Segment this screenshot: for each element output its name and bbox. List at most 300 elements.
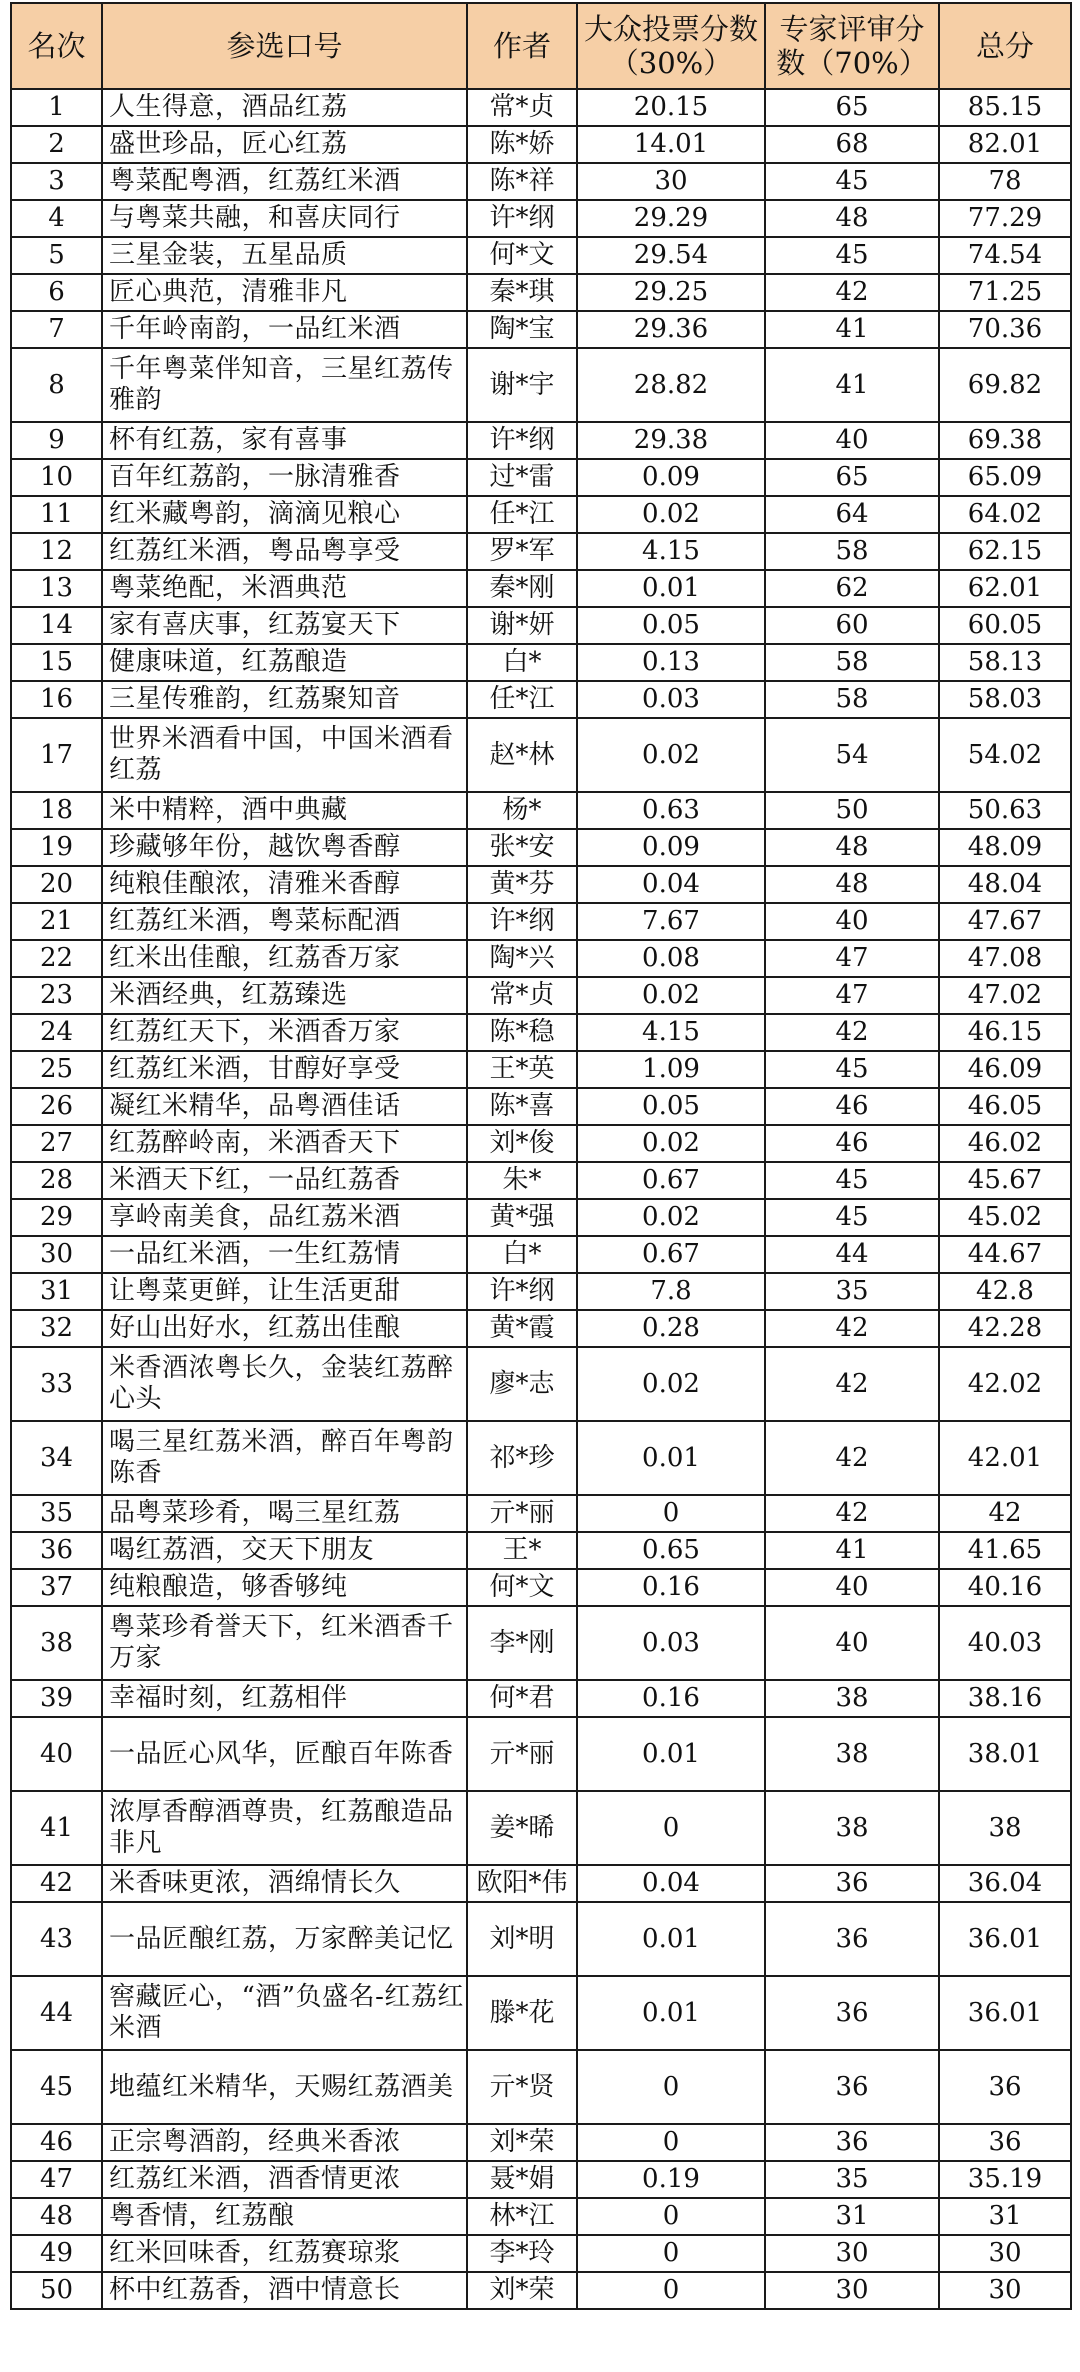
table-row (11, 1162, 1071, 1199)
author-cell: 滕*花 (467, 1976, 577, 2050)
slogan-cell: 米酒经典，红荔臻选 (102, 977, 467, 1014)
slogan-cell: 匠心典范，清雅非凡 (102, 274, 467, 311)
table-row (11, 533, 1071, 570)
total-cell: 47.02 (939, 977, 1071, 1014)
table-row (11, 422, 1071, 459)
total-cell: 45.02 (939, 1199, 1071, 1236)
rank-cell: 28 (11, 1162, 102, 1199)
expert-score-cell: 54 (765, 718, 939, 792)
rank-cell: 30 (11, 1236, 102, 1273)
expert-score-cell: 65 (765, 459, 939, 496)
slogan-cell: 杯有红荔，家有喜事 (102, 422, 467, 459)
expert-score-cell: 41 (765, 311, 939, 348)
expert-score-cell: 45 (765, 1199, 939, 1236)
slogan-cell: 幸福时刻，红荔相伴 (102, 1680, 467, 1717)
rank-cell: 14 (11, 607, 102, 644)
total-cell: 36.04 (939, 1865, 1071, 1902)
table-row (11, 1976, 1071, 2050)
slogan-cell: 米酒天下红，一品红荔香 (102, 1162, 467, 1199)
total-cell: 77.29 (939, 200, 1071, 237)
slogan-cell: 千年粤菜伴知音，三星红荔传雅韵 (102, 348, 467, 422)
slogan-cell: 一品匠酿红荔，万家醉美记忆 (102, 1902, 467, 1976)
expert-score-cell: 41 (765, 1532, 939, 1569)
expert-score-cell: 40 (765, 1606, 939, 1680)
public-vote-cell: 29.36 (577, 311, 765, 348)
slogan-cell: 浓厚香醇酒尊贵，红荔酿造品非凡 (102, 1791, 467, 1865)
rank-cell: 24 (11, 1014, 102, 1051)
expert-score-cell: 41 (765, 348, 939, 422)
table-row (11, 1421, 1071, 1495)
author-cell: 何*君 (467, 1680, 577, 1717)
public-vote-cell: 0.16 (577, 1680, 765, 1717)
expert-score-cell: 30 (765, 2235, 939, 2272)
public-vote-cell: 0 (577, 2050, 765, 2124)
expert-score-cell: 58 (765, 644, 939, 681)
expert-score-cell: 64 (765, 496, 939, 533)
slogan-cell: 红荔醉岭南，米酒香天下 (102, 1125, 467, 1162)
rank-cell: 34 (11, 1421, 102, 1495)
table-row (11, 2050, 1071, 2124)
author-cell: 白* (467, 644, 577, 681)
expert-score-cell: 35 (765, 2161, 939, 2198)
public-vote-cell: 30 (577, 163, 765, 200)
header-expert-score: 专家评审分数（70%） (765, 3, 939, 89)
rank-cell: 27 (11, 1125, 102, 1162)
total-cell: 64.02 (939, 496, 1071, 533)
total-cell: 50.63 (939, 792, 1071, 829)
total-cell: 85.15 (939, 89, 1071, 126)
author-cell: 林*江 (467, 2198, 577, 2235)
rank-cell: 12 (11, 533, 102, 570)
author-cell: 王*英 (467, 1051, 577, 1088)
total-cell: 48.09 (939, 829, 1071, 866)
slogan-cell: 杯中红荔香，酒中情意长 (102, 2272, 467, 2309)
slogan-cell: 红米回味香，红荔赛琼浆 (102, 2235, 467, 2272)
author-cell: 白* (467, 1236, 577, 1273)
expert-score-cell: 36 (765, 1865, 939, 1902)
expert-score-cell: 44 (765, 1236, 939, 1273)
table-row (11, 348, 1071, 422)
author-cell: 廖*志 (467, 1347, 577, 1421)
slogan-cell: 红米出佳酿，红荔香万家 (102, 940, 467, 977)
rank-cell: 45 (11, 2050, 102, 2124)
table-row (11, 459, 1071, 496)
slogan-cell: 世界米酒看中国，中国米酒看红荔 (102, 718, 467, 792)
public-vote-cell: 0.02 (577, 1125, 765, 1162)
total-cell: 36 (939, 2124, 1071, 2161)
slogan-cell: 品粤菜珍肴，喝三星红荔 (102, 1495, 467, 1532)
table-row (11, 940, 1071, 977)
table-row (11, 1347, 1071, 1421)
expert-score-cell: 68 (765, 126, 939, 163)
expert-score-cell: 46 (765, 1125, 939, 1162)
total-cell: 82.01 (939, 126, 1071, 163)
table-row (11, 200, 1071, 237)
expert-score-cell: 48 (765, 829, 939, 866)
rank-cell: 48 (11, 2198, 102, 2235)
total-cell: 78 (939, 163, 1071, 200)
author-cell: 任*江 (467, 496, 577, 533)
slogan-cell: 千年岭南韵，一品红米酒 (102, 311, 467, 348)
slogan-cell: 百年红荔韵，一脉清雅香 (102, 459, 467, 496)
expert-score-cell: 42 (765, 1014, 939, 1051)
expert-score-cell: 62 (765, 570, 939, 607)
expert-score-cell: 46 (765, 1088, 939, 1125)
public-vote-cell: 0.09 (577, 829, 765, 866)
public-vote-cell: 7.8 (577, 1273, 765, 1310)
total-cell: 44.67 (939, 1236, 1071, 1273)
public-vote-cell: 4.15 (577, 533, 765, 570)
table-row (11, 1495, 1071, 1532)
table-row (11, 903, 1071, 940)
slogan-cell: 粤香情，红荔酿 (102, 2198, 467, 2235)
public-vote-cell: 14.01 (577, 126, 765, 163)
total-cell: 42.01 (939, 1421, 1071, 1495)
author-cell: 刘*俊 (467, 1125, 577, 1162)
expert-score-cell: 48 (765, 866, 939, 903)
rank-cell: 42 (11, 1865, 102, 1902)
slogan-cell: 窖藏匠心，“酒”负盛名-红荔红米酒 (102, 1976, 467, 2050)
total-cell: 42 (939, 1495, 1071, 1532)
rank-cell: 39 (11, 1680, 102, 1717)
public-vote-cell: 0.01 (577, 1421, 765, 1495)
header-total: 总分 (939, 3, 1071, 89)
total-cell: 62.01 (939, 570, 1071, 607)
expert-score-cell: 42 (765, 274, 939, 311)
rank-cell: 3 (11, 163, 102, 200)
total-cell: 30 (939, 2272, 1071, 2309)
slogan-cell: 一品匠心风华，匠酿百年陈香 (102, 1717, 467, 1791)
table-row (11, 2272, 1071, 2309)
table-row (11, 1236, 1071, 1273)
total-cell: 36 (939, 2050, 1071, 2124)
total-cell: 42.02 (939, 1347, 1071, 1421)
total-cell: 40.03 (939, 1606, 1071, 1680)
total-cell: 36.01 (939, 1976, 1071, 2050)
rank-cell: 20 (11, 866, 102, 903)
slogan-cell: 盛世珍品，匠心红荔 (102, 126, 467, 163)
public-vote-cell: 7.67 (577, 903, 765, 940)
public-vote-cell: 28.82 (577, 348, 765, 422)
rank-cell: 5 (11, 237, 102, 274)
total-cell: 46.02 (939, 1125, 1071, 1162)
slogan-cell: 米香酒浓粤长久，金装红荔醉心头 (102, 1347, 467, 1421)
author-cell: 朱* (467, 1162, 577, 1199)
header-slogan: 参选口号 (102, 3, 467, 89)
author-cell: 许*纲 (467, 903, 577, 940)
author-cell: 秦*刚 (467, 570, 577, 607)
public-vote-cell: 0.67 (577, 1162, 765, 1199)
expert-score-cell: 47 (765, 977, 939, 1014)
rank-cell: 1 (11, 89, 102, 126)
public-vote-cell: 20.15 (577, 89, 765, 126)
expert-score-cell: 48 (765, 200, 939, 237)
total-cell: 70.36 (939, 311, 1071, 348)
table-row (11, 496, 1071, 533)
public-vote-cell: 0 (577, 1495, 765, 1532)
total-cell: 45.67 (939, 1162, 1071, 1199)
slogan-cell: 珍藏够年份，越饮粤香醇 (102, 829, 467, 866)
author-cell: 杨* (467, 792, 577, 829)
public-vote-cell: 0.01 (577, 1902, 765, 1976)
public-vote-cell: 0.28 (577, 1310, 765, 1347)
public-vote-cell: 0.19 (577, 2161, 765, 2198)
slogan-cell: 红荔红米酒，酒香情更浓 (102, 2161, 467, 2198)
table-row (11, 1310, 1071, 1347)
public-vote-cell: 0.02 (577, 496, 765, 533)
ranking-sheet (10, 2, 1072, 2310)
expert-score-cell: 40 (765, 903, 939, 940)
table-row (11, 607, 1071, 644)
author-cell: 许*纲 (467, 1273, 577, 1310)
rank-cell: 38 (11, 1606, 102, 1680)
table-row (11, 977, 1071, 1014)
slogan-cell: 与粤菜共融，和喜庆同行 (102, 200, 467, 237)
table-row (11, 644, 1071, 681)
table-row (11, 1680, 1071, 1717)
expert-score-cell: 42 (765, 1347, 939, 1421)
author-cell: 陈*娇 (467, 126, 577, 163)
table-row (11, 866, 1071, 903)
table-row (11, 1532, 1071, 1569)
author-cell: 陈*喜 (467, 1088, 577, 1125)
ranking-table (10, 2, 1072, 2310)
table-row (11, 311, 1071, 348)
total-cell: 69.82 (939, 348, 1071, 422)
total-cell: 46.15 (939, 1014, 1071, 1051)
expert-score-cell: 36 (765, 1976, 939, 2050)
rank-cell: 18 (11, 792, 102, 829)
total-cell: 71.25 (939, 274, 1071, 311)
public-vote-cell: 0.01 (577, 1717, 765, 1791)
public-vote-cell: 0.65 (577, 1532, 765, 1569)
table-row (11, 829, 1071, 866)
total-cell: 62.15 (939, 533, 1071, 570)
total-cell: 42.8 (939, 1273, 1071, 1310)
table-row (11, 570, 1071, 607)
table-row (11, 1199, 1071, 1236)
table-row (11, 1717, 1071, 1791)
expert-score-cell: 45 (765, 163, 939, 200)
author-cell: 刘*荣 (467, 2272, 577, 2309)
author-cell: 王* (467, 1532, 577, 1569)
expert-score-cell: 65 (765, 89, 939, 126)
author-cell: 常*贞 (467, 89, 577, 126)
total-cell: 42.28 (939, 1310, 1071, 1347)
author-cell: 姜*晞 (467, 1791, 577, 1865)
public-vote-cell: 0.08 (577, 940, 765, 977)
slogan-cell: 地蕴红米精华，天赐红荔酒美 (102, 2050, 467, 2124)
author-cell: 黄*霞 (467, 1310, 577, 1347)
table-row (11, 2198, 1071, 2235)
total-cell: 47.67 (939, 903, 1071, 940)
total-cell: 36.01 (939, 1902, 1071, 1976)
public-vote-cell: 29.54 (577, 237, 765, 274)
public-vote-cell: 0 (577, 2198, 765, 2235)
total-cell: 69.38 (939, 422, 1071, 459)
total-cell: 46.09 (939, 1051, 1071, 1088)
expert-score-cell: 45 (765, 237, 939, 274)
rank-cell: 37 (11, 1569, 102, 1606)
rank-cell: 16 (11, 681, 102, 718)
author-cell: 罗*军 (467, 533, 577, 570)
expert-score-cell: 45 (765, 1162, 939, 1199)
public-vote-cell: 0.03 (577, 681, 765, 718)
slogan-cell: 米中精粹，酒中典藏 (102, 792, 467, 829)
total-cell: 30 (939, 2235, 1071, 2272)
author-cell: 秦*琪 (467, 274, 577, 311)
total-cell: 40.16 (939, 1569, 1071, 1606)
slogan-cell: 一品红米酒，一生红荔情 (102, 1236, 467, 1273)
slogan-cell: 正宗粤酒韵，经典米香浓 (102, 2124, 467, 2161)
author-cell: 任*江 (467, 681, 577, 718)
total-cell: 47.08 (939, 940, 1071, 977)
author-cell: 谢*妍 (467, 607, 577, 644)
rank-cell: 7 (11, 311, 102, 348)
rank-cell: 36 (11, 1532, 102, 1569)
table-row (11, 1125, 1071, 1162)
slogan-cell: 红荔红米酒，甘醇好享受 (102, 1051, 467, 1088)
total-cell: 38 (939, 1791, 1071, 1865)
rank-cell: 13 (11, 570, 102, 607)
rank-cell: 15 (11, 644, 102, 681)
rank-cell: 50 (11, 2272, 102, 2309)
slogan-cell: 纯粮佳酿浓，清雅米香醇 (102, 866, 467, 903)
author-cell: 陈*祥 (467, 163, 577, 200)
public-vote-cell: 1.09 (577, 1051, 765, 1088)
table-row (11, 1902, 1071, 1976)
table-row (11, 1865, 1071, 1902)
rank-cell: 11 (11, 496, 102, 533)
public-vote-cell: 0 (577, 2272, 765, 2309)
total-cell: 58.03 (939, 681, 1071, 718)
table-row (11, 274, 1071, 311)
public-vote-cell: 0.02 (577, 977, 765, 1014)
slogan-cell: 红米藏粤韵，滴滴见粮心 (102, 496, 467, 533)
public-vote-cell: 0.09 (577, 459, 765, 496)
public-vote-cell: 0.16 (577, 1569, 765, 1606)
expert-score-cell: 38 (765, 1791, 939, 1865)
author-cell: 陶*宝 (467, 311, 577, 348)
author-cell: 李*玲 (467, 2235, 577, 2272)
rank-cell: 4 (11, 200, 102, 237)
expert-score-cell: 42 (765, 1310, 939, 1347)
header-row (11, 3, 1071, 89)
table-row (11, 2161, 1071, 2198)
public-vote-cell: 0.04 (577, 1865, 765, 1902)
slogan-cell: 健康味道，红荔酿造 (102, 644, 467, 681)
total-cell: 38.01 (939, 1717, 1071, 1791)
author-cell: 常*贞 (467, 977, 577, 1014)
public-vote-cell: 0 (577, 1791, 765, 1865)
total-cell: 41.65 (939, 1532, 1071, 1569)
author-cell: 亓*丽 (467, 1717, 577, 1791)
total-cell: 35.19 (939, 2161, 1071, 2198)
table-row (11, 89, 1071, 126)
expert-score-cell: 36 (765, 2050, 939, 2124)
rank-cell: 35 (11, 1495, 102, 1532)
expert-score-cell: 45 (765, 1051, 939, 1088)
rank-cell: 32 (11, 1310, 102, 1347)
author-cell: 聂*娟 (467, 2161, 577, 2198)
expert-score-cell: 58 (765, 533, 939, 570)
public-vote-cell: 0 (577, 2235, 765, 2272)
rank-cell: 26 (11, 1088, 102, 1125)
rank-cell: 49 (11, 2235, 102, 2272)
slogan-cell: 红荔红米酒，粤品粤享受 (102, 533, 467, 570)
public-vote-cell: 0.04 (577, 866, 765, 903)
rank-cell: 31 (11, 1273, 102, 1310)
table-row (11, 681, 1071, 718)
rank-cell: 8 (11, 348, 102, 422)
total-cell: 38.16 (939, 1680, 1071, 1717)
slogan-cell: 好山出好水，红荔出佳酿 (102, 1310, 467, 1347)
table-row (11, 1051, 1071, 1088)
expert-score-cell: 60 (765, 607, 939, 644)
slogan-cell: 凝红米精华，品粤酒佳话 (102, 1088, 467, 1125)
rank-cell: 33 (11, 1347, 102, 1421)
total-cell: 74.54 (939, 237, 1071, 274)
public-vote-cell: 29.29 (577, 200, 765, 237)
expert-score-cell: 42 (765, 1495, 939, 1532)
expert-score-cell: 47 (765, 940, 939, 977)
slogan-cell: 让粤菜更鲜，让生活更甜 (102, 1273, 467, 1310)
author-cell: 刘*明 (467, 1902, 577, 1976)
rank-cell: 2 (11, 126, 102, 163)
table-row (11, 126, 1071, 163)
expert-score-cell: 36 (765, 1902, 939, 1976)
slogan-cell: 纯粮酿造，够香够纯 (102, 1569, 467, 1606)
author-cell: 刘*荣 (467, 2124, 577, 2161)
author-cell: 过*雷 (467, 459, 577, 496)
public-vote-cell: 29.38 (577, 422, 765, 459)
expert-score-cell: 38 (765, 1680, 939, 1717)
public-vote-cell: 0.03 (577, 1606, 765, 1680)
public-vote-cell: 0.63 (577, 792, 765, 829)
public-vote-cell: 0 (577, 2124, 765, 2161)
public-vote-cell: 0.05 (577, 1088, 765, 1125)
slogan-cell: 三星传雅韵，红荔聚知音 (102, 681, 467, 718)
author-cell: 许*纲 (467, 200, 577, 237)
rank-cell: 22 (11, 940, 102, 977)
header-author: 作者 (467, 3, 577, 89)
expert-score-cell: 30 (765, 2272, 939, 2309)
header-public-vote: 大众投票分数（30%） (577, 3, 765, 89)
table-row (11, 2235, 1071, 2272)
table-row (11, 237, 1071, 274)
public-vote-cell: 0.67 (577, 1236, 765, 1273)
rank-cell: 43 (11, 1902, 102, 1976)
author-cell: 赵*林 (467, 718, 577, 792)
author-cell: 谢*宇 (467, 348, 577, 422)
table-row (11, 1273, 1071, 1310)
rank-cell: 46 (11, 2124, 102, 2161)
expert-score-cell: 35 (765, 1273, 939, 1310)
author-cell: 黄*强 (467, 1199, 577, 1236)
total-cell: 54.02 (939, 718, 1071, 792)
slogan-cell: 喝红荔酒，交天下朋友 (102, 1532, 467, 1569)
table-row (11, 2124, 1071, 2161)
table-row (11, 792, 1071, 829)
slogan-cell: 家有喜庆事，红荔宴天下 (102, 607, 467, 644)
total-cell: 60.05 (939, 607, 1071, 644)
table-row (11, 1088, 1071, 1125)
author-cell: 亓*贤 (467, 2050, 577, 2124)
author-cell: 黄*芬 (467, 866, 577, 903)
total-cell: 31 (939, 2198, 1071, 2235)
rank-cell: 21 (11, 903, 102, 940)
total-cell: 48.04 (939, 866, 1071, 903)
